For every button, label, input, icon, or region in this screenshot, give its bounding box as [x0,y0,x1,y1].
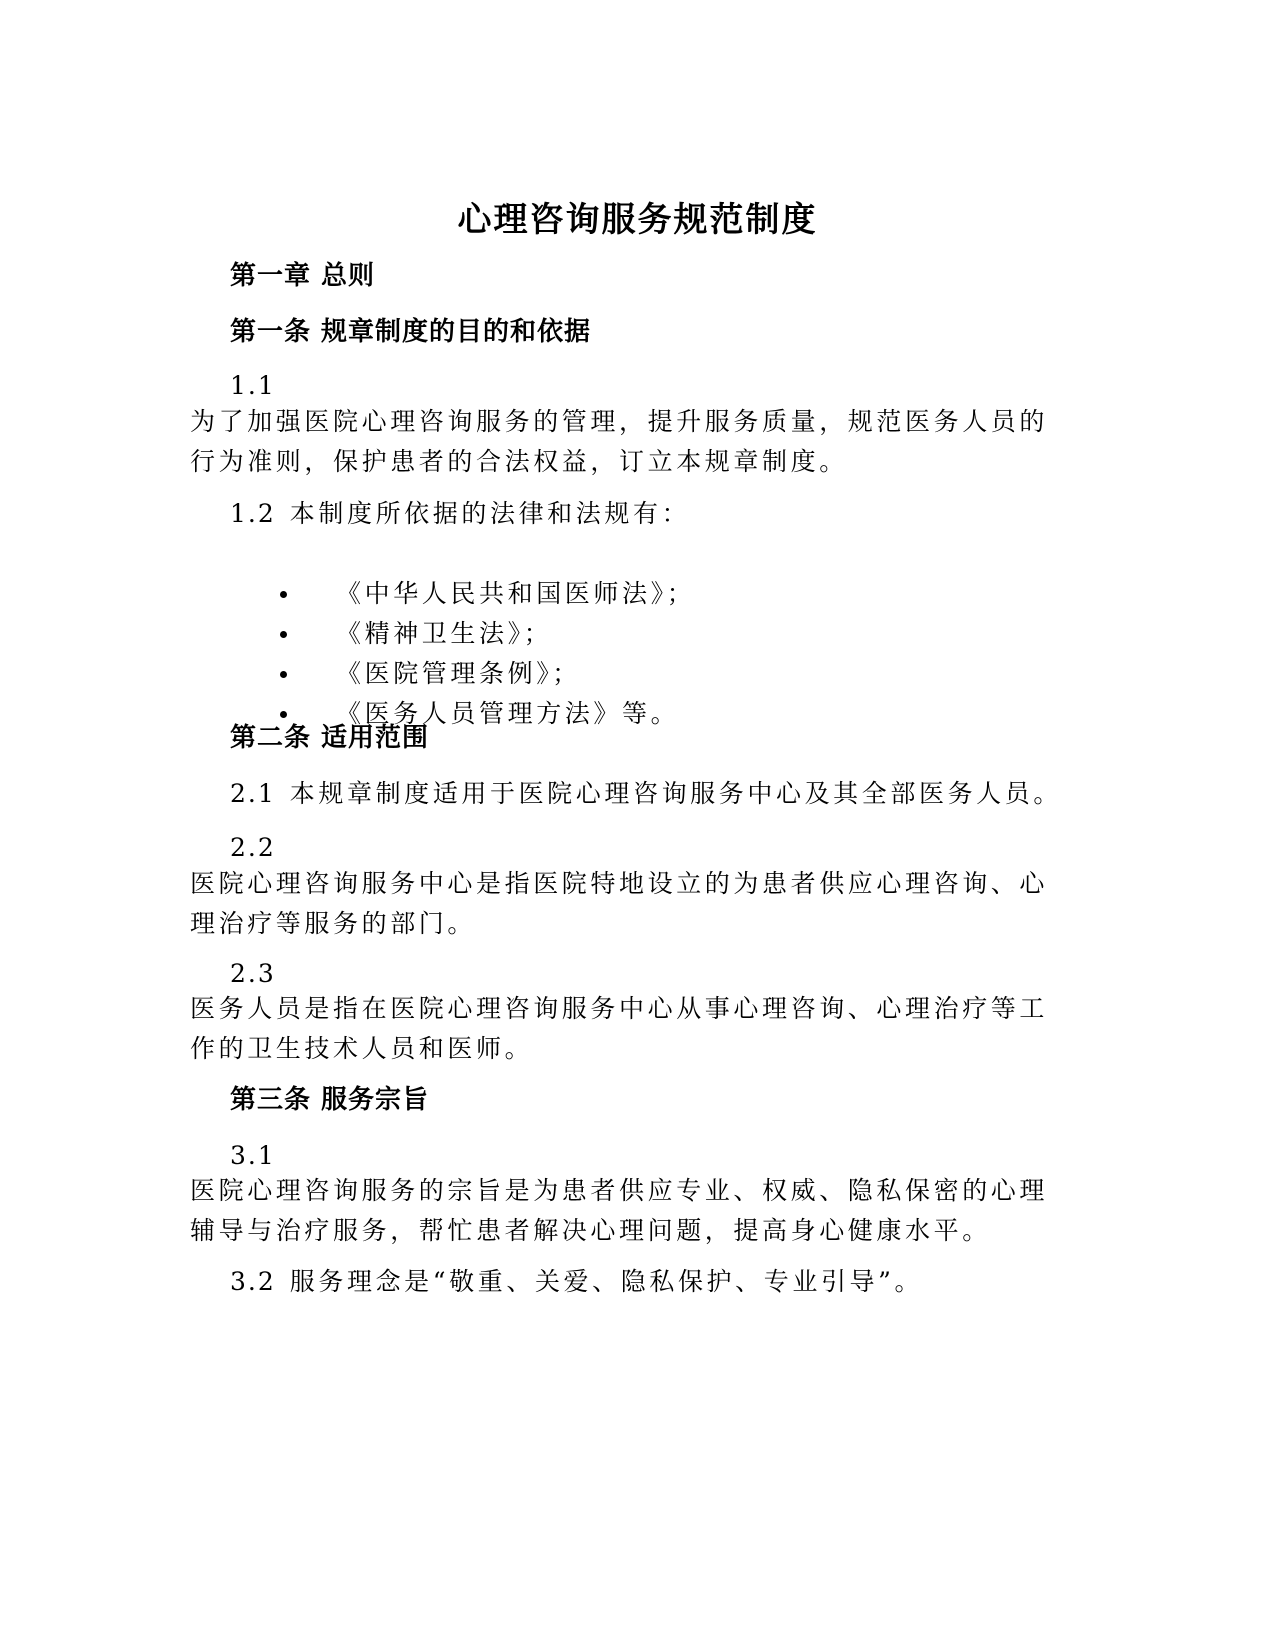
bullet-icon [280,591,287,598]
bullet-icon [280,711,287,718]
clause-1-1-text: 为了加强医院心理咨询服务的管理，提升服务质量，规范医务人员的行为准则，保护患者的合法权益，订立本规章制度。 [190,407,1049,476]
clause-2-1-number: 2.1 [230,779,276,808]
clause-3-2-number: 3.2 [230,1267,276,1296]
article-2-heading: 第二条 适用范围 [230,723,430,753]
document-title: 心理咨询服务规范制度 [457,200,818,240]
clause-3-1-number: 3.1 [230,1141,276,1170]
clause-1-1-number: 1.1 [230,371,276,400]
clause-2-3-number: 2.3 [230,959,276,988]
law-item-text: 《中华人民共和国医师法》； [336,579,696,608]
clause-2-3-text: 医务人员是指在医院心理咨询服务中心从事心理咨询、心理治疗等工作的卫生技术人员和医师。 [190,994,1049,1063]
chapter-heading: 第一章 总则 [230,261,376,291]
clause-2-2-text: 医院心理咨询服务中心是指医院特地设立的为患者供应心理咨询、心理治疗等服务的部门。 [190,869,1049,938]
article-3-heading: 第三条 服务宗旨 [230,1085,430,1115]
law-item-text: 《精神卫生法》； [336,619,553,648]
article-1-heading: 第一条 规章制度的目的和依据 [230,317,592,347]
clause-2-1-text: 本规章制度适用于医院心理咨询服务中心及其全部医务人员。 [289,779,1062,808]
bullet-icon [280,631,287,638]
clause-3-2-text: 服务理念是“敬重、关爱、隐私保护、专业引导”。 [289,1267,924,1296]
clause-3-2 [230,1264,923,1300]
clause-1-2-text: 本制度所依据的法律和法规有： [289,499,691,528]
bullet-icon [280,671,287,678]
law-item-text: 《医务人员管理方法》等。 [336,699,680,728]
law-item-text: 《医院管理条例》； [336,659,581,688]
clause-1-2 [230,496,690,532]
clause-1-2-number: 1.2 [230,499,276,528]
clause-2-1 [230,776,1062,812]
clause-3-1-text: 医院心理咨询服务的宗旨是为患者供应专业、权威、隐私保密的心理辅导与治疗服务，帮忙患者解决心理问题，提高身心健康水平。 [190,1176,1049,1245]
clause-2-2-number: 2.2 [230,833,276,862]
